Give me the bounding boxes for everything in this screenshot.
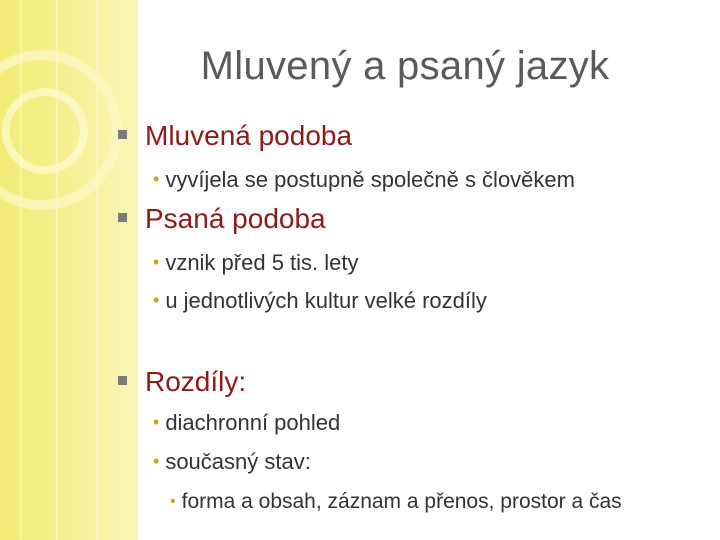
bullet-rozdily	[118, 366, 246, 398]
dot-bullet-icon: •	[170, 493, 176, 510]
dot-bullet-icon: •	[153, 252, 160, 272]
dot-bullet-icon: •	[153, 290, 160, 310]
bullet-text: forma a obsah, záznam a přenos, prostor a čas	[181, 490, 622, 513]
dot-bullet-icon: •	[153, 169, 160, 189]
sub-bullet	[153, 167, 575, 193]
bullet-text: Rozdíly:	[145, 366, 247, 397]
dot-bullet-icon: •	[153, 412, 160, 432]
decorative-ring-inner	[2, 88, 88, 174]
bullet-text: diachronní pohled	[165, 410, 341, 435]
slide-title: Mluvený a psaný jazyk	[200, 44, 610, 88]
bullet-text: u jednotlivých kultur velké rozdíly	[165, 288, 487, 313]
bullet-text: Psaná podoba	[145, 203, 326, 234]
bullet-text: současný stav:	[165, 449, 311, 474]
bullet-text: Mluvená podoba	[145, 120, 353, 151]
bullet-mluvena-podoba	[118, 120, 352, 152]
sub-bullet	[153, 410, 340, 436]
square-bullet-icon	[118, 376, 127, 385]
square-bullet-icon	[118, 213, 127, 222]
sub-bullet	[153, 449, 311, 475]
bullet-text: vyvíjela se postupně společně s člověkem	[165, 167, 575, 192]
sub-bullet	[153, 250, 359, 276]
sub-sub-bullet	[170, 487, 700, 519]
dot-bullet-icon: •	[153, 451, 160, 471]
sub-bullet	[153, 288, 487, 314]
bullet-text: vznik před 5 tis. lety	[165, 250, 359, 275]
square-bullet-icon	[118, 130, 127, 139]
bullet-psana-podoba	[118, 203, 326, 235]
